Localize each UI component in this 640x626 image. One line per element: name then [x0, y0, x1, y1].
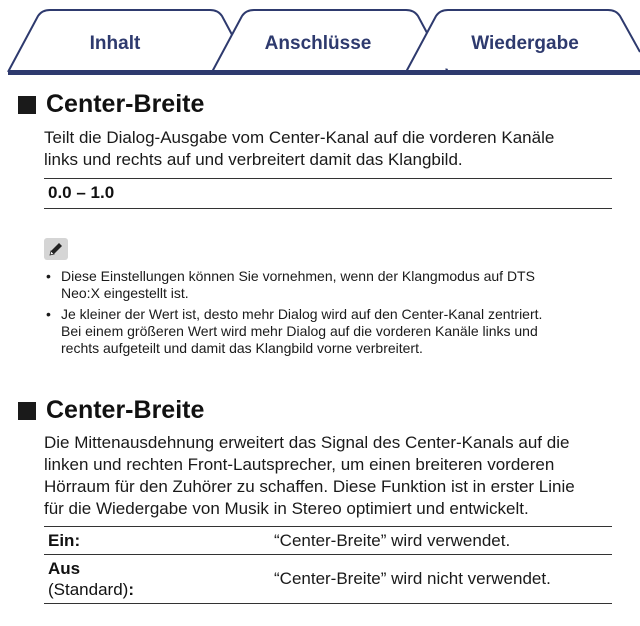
list-item: • Je kleiner der Wert ist, desto mehr Dialog wird auf den Center-Kanal zentriert. Bei einem größeren Wert wird mehr Dialog auf die vorderen Kanäle links und rechts aufgeteilt und damit das Klangbild vorne verbreitert. [46, 306, 543, 356]
section2-description-line: Die Mittenausdehnung erweitert das Signal des Center-Kanals auf die [44, 433, 570, 452]
range-top-rule [44, 178, 612, 179]
section2-description [44, 432, 624, 520]
table-row [44, 527, 612, 555]
option-key: Ein: [48, 531, 81, 550]
bullet-dot-icon: • [46, 268, 51, 284]
option-value: “Center-Breite” wird verwendet. [274, 531, 511, 550]
option-value: “Center-Breite” wird nicht verwendet. [274, 569, 551, 588]
pencil-icon [44, 238, 68, 260]
section2-description-line: Hörraum für den Zuhörer zu schaffen. Diese Funktion ist in erster Linie [44, 477, 575, 496]
range-bottom-rule [44, 208, 612, 209]
section2-title: Center-Breite [46, 396, 205, 424]
list-item: • Diese Einstellungen können Sie vornehmen, wenn der Klangmodus auf DTS Neo:X eingestellt ist. [46, 268, 535, 301]
bullet-dot-icon: • [46, 306, 51, 322]
section1-description-line: links und rechts auf und verbreitert damit das Klangbild. [44, 150, 463, 169]
section1-description-line: Teilt die Dialog-Ausgabe vom Center-Kanal auf die vorderen Kanäle [44, 128, 555, 147]
table-row [44, 555, 612, 604]
section1-title: Center-Breite [46, 90, 205, 118]
tab-bar [0, 0, 640, 76]
options-table [44, 527, 612, 604]
heading-square-icon [18, 402, 36, 420]
option-key: Aus (Standard): [48, 559, 134, 599]
section2-description-line: linken und rechten Front-Lautsprecher, um einen breiteren vorderen [44, 455, 555, 474]
range-value: 0.0 – 1.0 [48, 183, 115, 202]
tab-anschluesse[interactable]: Anschlüsse [264, 33, 372, 54]
tab-wiedergabe[interactable]: Wiedergabe [471, 33, 579, 54]
section2-description-line: für die Wiedergabe von Musik in Stereo optimiert und entwickelt. [44, 499, 529, 518]
tab-inhalt[interactable]: Inhalt [89, 33, 141, 54]
notes-list [44, 268, 614, 361]
section1-description [44, 127, 624, 171]
section2-heading [18, 396, 204, 425]
section1-heading [18, 90, 204, 119]
heading-square-icon [18, 96, 36, 114]
